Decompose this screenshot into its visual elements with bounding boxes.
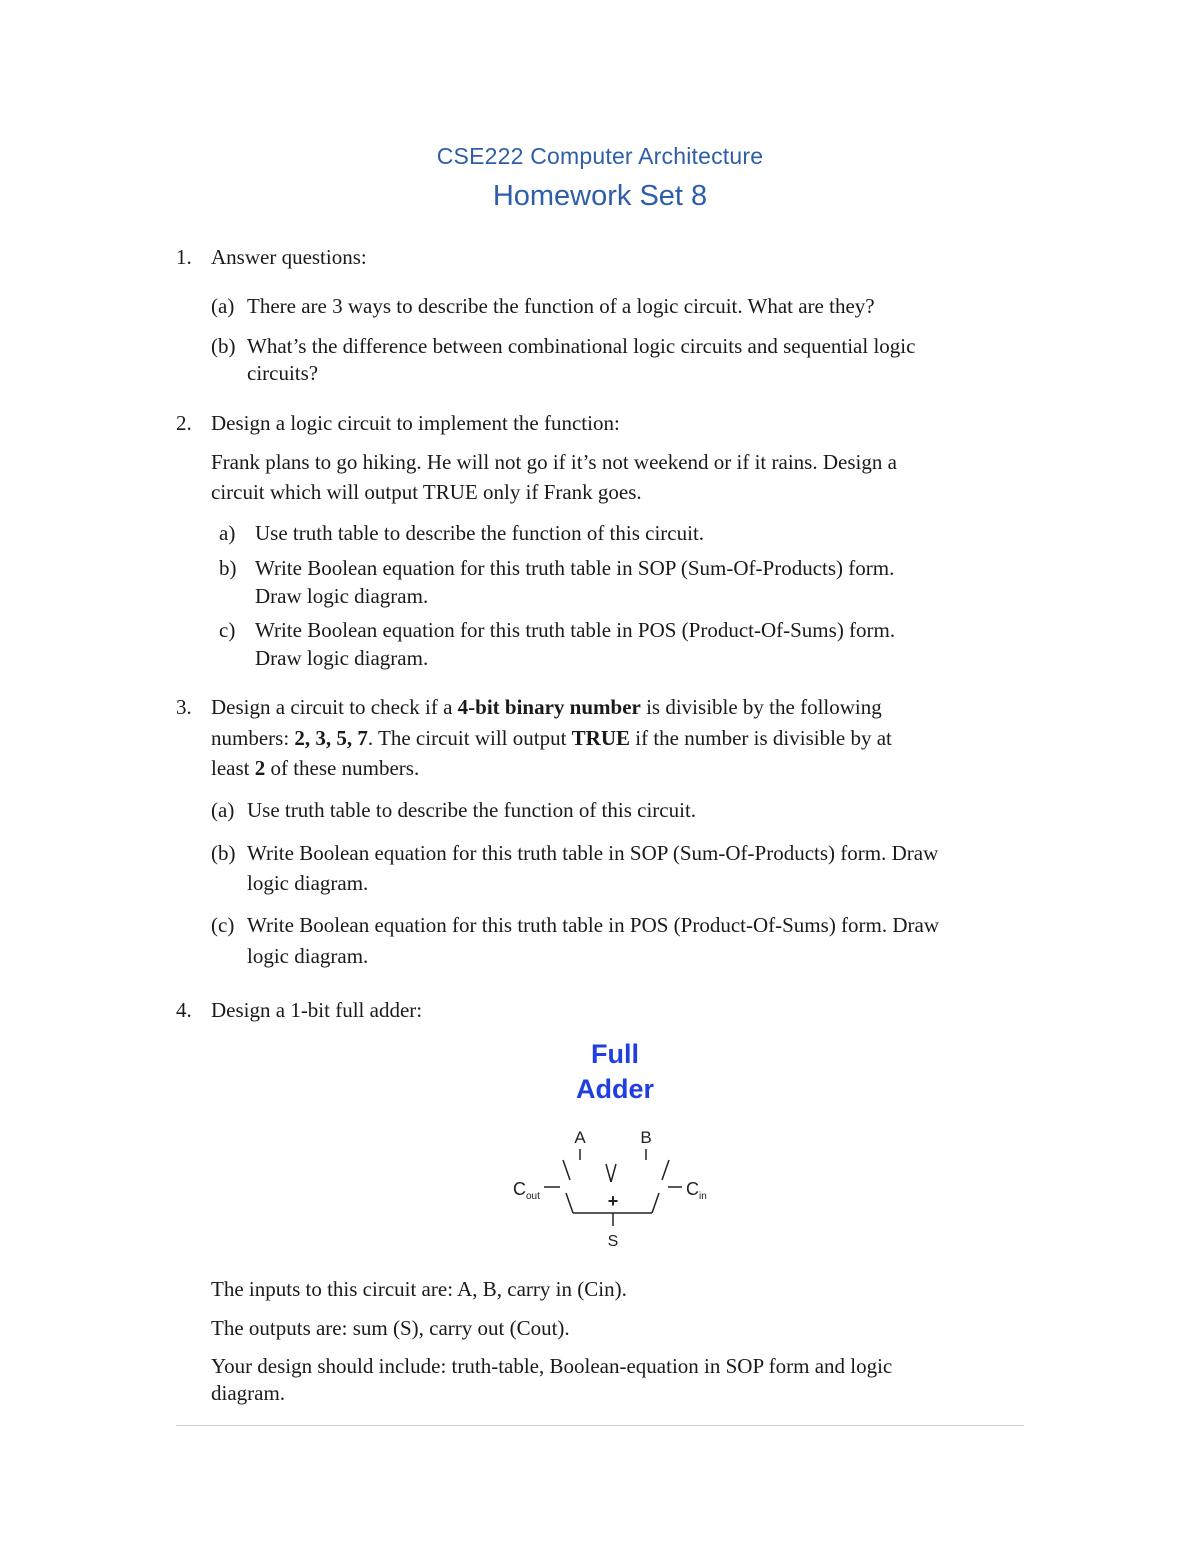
q3b-label: (b) [211, 841, 236, 865]
q3a-label: (a) [211, 798, 235, 822]
label-b: B [640, 1128, 652, 1147]
q3-line2-pre: numbers: [211, 726, 295, 750]
q3b-line2: logic diagram. [247, 871, 369, 895]
left-lower-edge [566, 1193, 573, 1213]
q4-number: 4. [176, 998, 192, 1022]
q3-bold-true: TRUE [571, 726, 631, 750]
q4-design-line2: diagram. [211, 1381, 286, 1405]
label-cout-main: C [513, 1179, 526, 1199]
q2-number: 2. [176, 411, 192, 435]
q4-outputs-text: The outputs are: sum (S), carry out (Cout). [211, 1316, 570, 1340]
q3-line2 [211, 723, 892, 753]
q2-scenario-line2: circuit which will output TRUE only if Frank goes. [211, 480, 642, 504]
q1b-line2: circuits? [247, 361, 319, 385]
q3-bold-4bit: 4-bit binary number [457, 695, 641, 719]
label-cin-main: C [686, 1179, 699, 1199]
q3-line1-pre: Design a circuit to check if a [211, 695, 458, 719]
full-adder-diagram [500, 1122, 730, 1252]
q3a-text: Use truth table to describe the function of this circuit. [247, 798, 697, 822]
notch-left [606, 1164, 611, 1182]
q3c-label: (c) [211, 913, 235, 937]
right-upper-edge [662, 1160, 669, 1180]
q1a-label: (a) [211, 294, 235, 318]
label-a: A [574, 1128, 586, 1147]
q3b-line1: Write Boolean equation for this truth table in SOP (Sum-Of-Products) form. Draw [247, 841, 939, 865]
right-lower-edge [652, 1193, 659, 1213]
q3-line2-mid: . The circuit will output [367, 726, 572, 750]
q2c-label: c) [219, 618, 236, 642]
label-cout-sub: out [526, 1191, 540, 1202]
notch-right [611, 1164, 616, 1182]
q4-design-line1: Your design should include: truth-table, Boolean-equation in SOP form and logic [211, 1354, 893, 1378]
q1-number: 1. [176, 245, 192, 269]
q2c-line2: Draw logic diagram. [255, 646, 429, 670]
label-cin-sub: in [699, 1191, 707, 1202]
full-adder-title-line2: Adder [575, 1074, 654, 1104]
plus-sign: + [607, 1191, 619, 1211]
q3-bold-2: 2 [254, 756, 266, 780]
q2-text: Design a logic circuit to implement the function: [211, 411, 620, 435]
page-bottom-rule [176, 1425, 1024, 1426]
q2a-text: Use truth table to describe the function of this circuit. [255, 521, 705, 545]
q4-text: Design a 1-bit full adder: [211, 998, 423, 1022]
full-adder-title-line1: Full [591, 1039, 639, 1069]
q3-number: 3. [176, 695, 192, 719]
course-title: CSE222 Computer Architecture [436, 143, 764, 169]
q3-line3-post: of these numbers. [265, 756, 420, 780]
q3c-line1: Write Boolean equation for this truth table in POS (Product-Of-Sums) form. Draw [247, 913, 940, 937]
homework-title: Homework Set 8 [492, 180, 708, 212]
q2c-line1: Write Boolean equation for this truth table in POS (Product-Of-Sums) form. [255, 618, 896, 642]
q2-scenario-line1: Frank plans to go hiking. He will not go if it’s not weekend or if it rains. Design a [211, 450, 897, 474]
q3-line3 [211, 753, 419, 783]
q2b-line2: Draw logic diagram. [255, 584, 429, 608]
q3c-line2: logic diagram. [247, 944, 369, 968]
q2a-label: a) [219, 521, 236, 545]
left-upper-edge [563, 1160, 570, 1180]
q2b-line1: Write Boolean equation for this truth table in SOP (Sum-Of-Products) form. [255, 556, 895, 580]
q3-line1-post: is divisible by the following [640, 695, 882, 719]
q4-inputs-text: The inputs to this circuit are: A, B, carry in (Cin). [211, 1277, 627, 1301]
full-adder-body [544, 1149, 682, 1226]
q3-line2-post: if the number is divisible by at [630, 726, 892, 750]
q1-text: Answer questions: [211, 245, 367, 269]
label-sum: S [607, 1233, 619, 1250]
q3-line3-pre: least [211, 756, 255, 780]
q1b-label: (b) [211, 334, 236, 358]
q3-line1 [211, 692, 882, 722]
q1b-line1: What’s the difference between combinational logic circuits and sequential logic [247, 334, 916, 358]
q1a-text: There are 3 ways to describe the function of a logic circuit. What are they? [247, 294, 875, 318]
q2b-label: b) [219, 556, 237, 580]
q3-bold-numbers: 2, 3, 5, 7 [294, 726, 368, 750]
